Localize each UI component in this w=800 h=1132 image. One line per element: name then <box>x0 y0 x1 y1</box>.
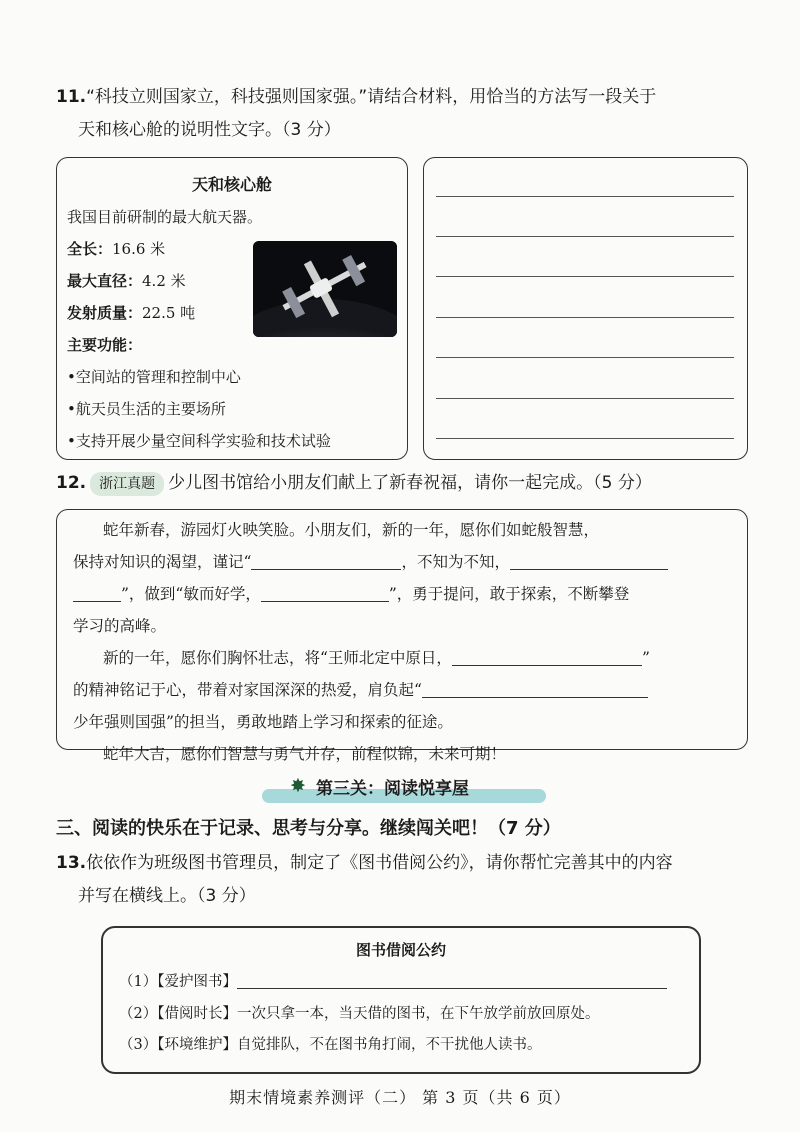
rule-item-1: （1）【爱护图书】 <box>119 970 667 991</box>
diameter-value: 4.2 米 <box>142 272 186 290</box>
info-card-title: 天和核心舱 <box>191 175 272 194</box>
passage-line: 少年强则国强”的担当，勇敢地踏上学习和探索的征途。 <box>73 713 453 731</box>
rule-item-3: （3）【环境维护】自觉排队，不在图书角打闹，不干扰他人读书。 <box>119 1037 542 1053</box>
section-banner <box>256 773 546 803</box>
answer-line[interactable] <box>436 196 734 197</box>
fill-blank-2-cont[interactable] <box>73 583 121 602</box>
question-number: 11. <box>56 87 87 107</box>
question-text: 依依作为班级图书管理员，制定了《图书借阅公约》，请你帮忙完善其中的内容 <box>86 853 673 873</box>
passage-line: 蛇年新春，游园灯火映笑脸。小朋友们，新的一年，愿你们如蛇般智慧， <box>103 521 600 539</box>
fill-blank-5[interactable] <box>422 679 648 698</box>
mass-value: 22.5 吨 <box>142 304 196 322</box>
source-tag: 浙江真题 <box>90 472 164 496</box>
star-icon: ✸ <box>290 775 306 797</box>
rule-answer-blank[interactable] <box>237 970 667 989</box>
answer-line[interactable] <box>436 357 734 358</box>
info-mass <box>67 302 195 323</box>
answer-line[interactable] <box>436 398 734 399</box>
question-number: 12. <box>56 473 87 493</box>
question-text-cont: 天和核心舱的说明性文字。（3 分） <box>78 120 341 140</box>
fill-blank-3[interactable] <box>261 583 389 602</box>
info-intro: 我国目前研制的最大航天器。 <box>67 208 263 226</box>
question-text: 少儿图书馆给小朋友们献上了新春祝福，请你一起完成。（5 分） <box>168 473 652 493</box>
fill-blank-4[interactable] <box>452 647 642 666</box>
library-rules-card <box>101 926 701 1074</box>
function-item: •支持开展少量空间科学实验和技术试验 <box>67 432 331 450</box>
question-13 <box>56 847 756 913</box>
passage-line: 新的一年，愿你们胸怀壮志，将“王师北定中原日， ” <box>103 649 650 667</box>
question-text: “科技立则国家立，科技强则国家强。”请结合材料，用恰当的方法写一段关于 <box>86 87 657 107</box>
page-footer: 期末情境素养测评（二） 第 3 页（共 6 页） <box>229 1088 571 1107</box>
length-label: 全长： <box>67 240 113 258</box>
section-title: 第三关：阅读悦享屋 <box>316 779 469 799</box>
space-station-image <box>253 241 397 337</box>
question-12 <box>56 467 756 500</box>
answer-line[interactable] <box>436 317 734 318</box>
mass-label: 发射质量： <box>67 304 143 322</box>
answer-line[interactable] <box>436 276 734 277</box>
passage-line: 的精神铭记于心，带着对家国深深的热爱，肩负起“ <box>73 678 648 700</box>
part-heading: 三、阅读的快乐在于记录、思考与分享。继续闯关吧！（7 分） <box>56 818 561 839</box>
passage-line: 保持对知识的渴望，谨记“ ，不知为不知， <box>73 550 668 572</box>
length-value: 16.6 米 <box>112 240 166 258</box>
passage-line: ”，做到“敏而好学， ”，勇于提问，敢于探索，不断攀登 <box>73 582 629 604</box>
tianhe-info-card <box>56 157 408 460</box>
passage-line: 学习的高峰。 <box>73 617 167 635</box>
question-11 <box>56 81 756 147</box>
info-diameter <box>67 270 186 291</box>
greeting-passage <box>56 509 748 763</box>
function-item: •空间站的管理和控制中心 <box>67 368 241 386</box>
function-item: •航天员生活的主要场所 <box>67 400 226 418</box>
diameter-label: 最大直径： <box>67 272 143 290</box>
fill-blank-2[interactable] <box>510 551 668 570</box>
rules-title: 图书借阅公约 <box>355 941 446 959</box>
question-number: 13. <box>56 853 87 873</box>
info-length <box>67 238 165 259</box>
functions-label: 主要功能： <box>67 336 143 354</box>
question-text-cont: 并写在横线上。（3 分） <box>78 886 256 906</box>
fill-blank-1[interactable] <box>251 551 401 570</box>
answer-line[interactable] <box>436 236 734 237</box>
answer-area[interactable] <box>423 157 748 460</box>
passage-line: 蛇年大吉，愿你们智慧与勇气并存，前程似锦，未来可期！ <box>103 745 507 763</box>
rule-item-2: （2）【借阅时长】一次只拿一本，当天借的图书，在下午放学前放回原处。 <box>119 1006 600 1022</box>
answer-line[interactable] <box>436 438 734 439</box>
